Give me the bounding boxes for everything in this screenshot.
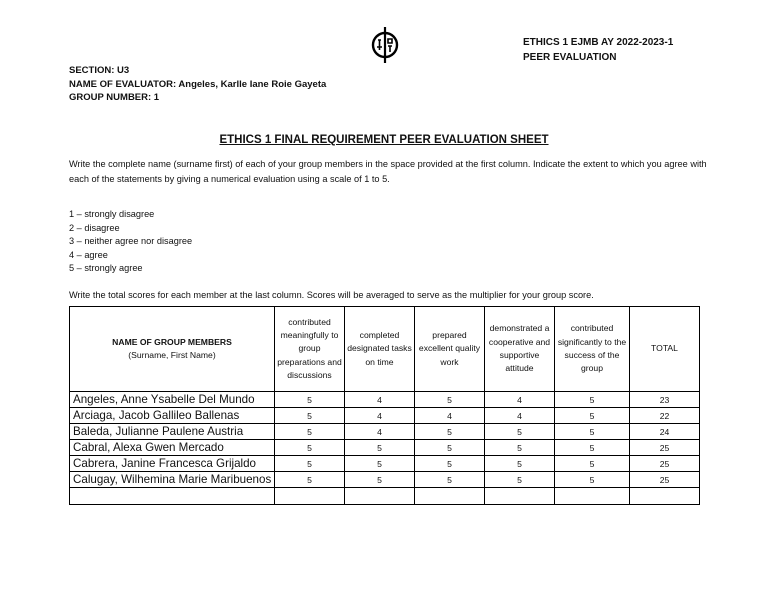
score-cell: 4 <box>485 392 555 408</box>
score-cell: 5 <box>275 456 345 472</box>
scale-item: 3 – neither agree nor disagree <box>69 236 193 247</box>
sheet-title: ETHICS 1 FINAL REQUIREMENT PEER EVALUATION SHEET <box>219 134 549 146</box>
score-cell: 5 <box>555 472 630 488</box>
total-cell: 22 <box>630 408 700 424</box>
score-cell: 4 <box>345 392 415 408</box>
criterion-header: demonstrated a cooperative and supportive attitude <box>485 307 555 392</box>
score-cell: 5 <box>275 408 345 424</box>
total-note: Write the total scores for each member at the last column. Scores will be averaged to serve as the multiplier for your group score. <box>69 290 594 300</box>
score-cell: 5 <box>485 440 555 456</box>
table-row <box>70 440 700 456</box>
course-line: ETHICS 1 EJMB AY 2022-2023-1 <box>523 37 674 48</box>
score-cell: 5 <box>275 472 345 488</box>
total-cell: 25 <box>630 472 700 488</box>
total-cell: 25 <box>630 456 700 472</box>
empty-table-row <box>70 488 700 505</box>
total-cell: 25 <box>630 440 700 456</box>
name-column-header <box>70 307 275 392</box>
score-cell: 5 <box>485 456 555 472</box>
evaluator-info <box>69 64 326 105</box>
score-cell: 5 <box>415 392 485 408</box>
document-header-right <box>523 35 673 65</box>
table-row <box>70 424 700 440</box>
score-cell: 5 <box>555 440 630 456</box>
empty-cell <box>415 488 485 505</box>
empty-cell <box>485 488 555 505</box>
total-cell: 24 <box>630 424 700 440</box>
score-cell: 4 <box>485 408 555 424</box>
scale-item: 5 – strongly agree <box>69 263 143 274</box>
criterion-header: completed designated tasks on time <box>345 307 415 392</box>
criterion-header: contributed meaningfully to group preparations and discussions <box>275 307 345 392</box>
score-cell: 4 <box>415 408 485 424</box>
score-cell: 5 <box>345 472 415 488</box>
score-cell: 5 <box>415 456 485 472</box>
member-name: Cabrera, Janine Francesca Grijaldo <box>70 456 275 472</box>
table-row <box>70 408 700 424</box>
score-cell: 5 <box>415 472 485 488</box>
table-row <box>70 456 700 472</box>
score-cell: 5 <box>485 472 555 488</box>
member-name: Baleda, Julianne Paulene Austria <box>70 424 275 440</box>
score-cell: 5 <box>555 408 630 424</box>
member-name: Calugay, Wilhemina Marie Maribuenos <box>70 472 275 488</box>
score-cell: 5 <box>275 424 345 440</box>
instructions: Write the complete name (surname first) of each of your group members in the space provided at the first column. Indicate the extent to which you agree with each of the statements by giving a numerical evaluation using a scale of 1 to 5. <box>69 159 707 184</box>
empty-cell <box>70 488 275 505</box>
score-cell: 5 <box>555 456 630 472</box>
member-name: Cabral, Alexa Gwen Mercado <box>70 440 275 456</box>
scale-item: 1 – strongly disagree <box>69 209 155 219</box>
group-line: GROUP NUMBER: 1 <box>69 92 160 103</box>
criterion-header: prepared excellent quality work <box>415 307 485 392</box>
name-header-label: NAME OF GROUP MEMBERS <box>112 336 232 347</box>
score-cell: 5 <box>345 456 415 472</box>
form-line: PEER EVALUATION <box>523 52 617 63</box>
score-cell: 5 <box>555 424 630 440</box>
table-header-row <box>70 307 700 392</box>
score-cell: 5 <box>485 424 555 440</box>
scale-item: 4 – agree <box>69 249 108 260</box>
score-cell: 5 <box>415 440 485 456</box>
empty-cell <box>630 488 700 505</box>
member-name: Arciaga, Jacob Gallileo Ballenas <box>70 408 275 424</box>
score-cell: 5 <box>275 392 345 408</box>
name-header-sublabel: (Surname, First Name) <box>128 350 216 360</box>
score-cell: 4 <box>345 424 415 440</box>
empty-cell <box>275 488 345 505</box>
member-name: Angeles, Anne Ysabelle Del Mundo <box>70 392 275 408</box>
score-cell: 5 <box>345 440 415 456</box>
total-column-header: TOTAL <box>630 307 700 392</box>
empty-cell <box>555 488 630 505</box>
section-line: SECTION: U3 <box>69 65 130 76</box>
peer-evaluation-table <box>69 306 700 505</box>
score-cell: 5 <box>275 440 345 456</box>
scale-item: 2 – disagree <box>69 222 120 233</box>
score-cell: 4 <box>345 408 415 424</box>
evaluator-line: NAME OF EVALUATOR: Angeles, Karlle Iane Roie Gayeta <box>69 78 327 90</box>
total-cell: 23 <box>630 392 700 408</box>
table-row <box>70 472 700 488</box>
criterion-header: contributed significantly to the success of the group <box>555 307 630 392</box>
university-seal-logo <box>368 26 402 64</box>
rating-scale <box>69 208 192 276</box>
empty-cell <box>345 488 415 505</box>
table-row <box>70 392 700 408</box>
score-cell: 5 <box>555 392 630 408</box>
score-cell: 5 <box>415 424 485 440</box>
